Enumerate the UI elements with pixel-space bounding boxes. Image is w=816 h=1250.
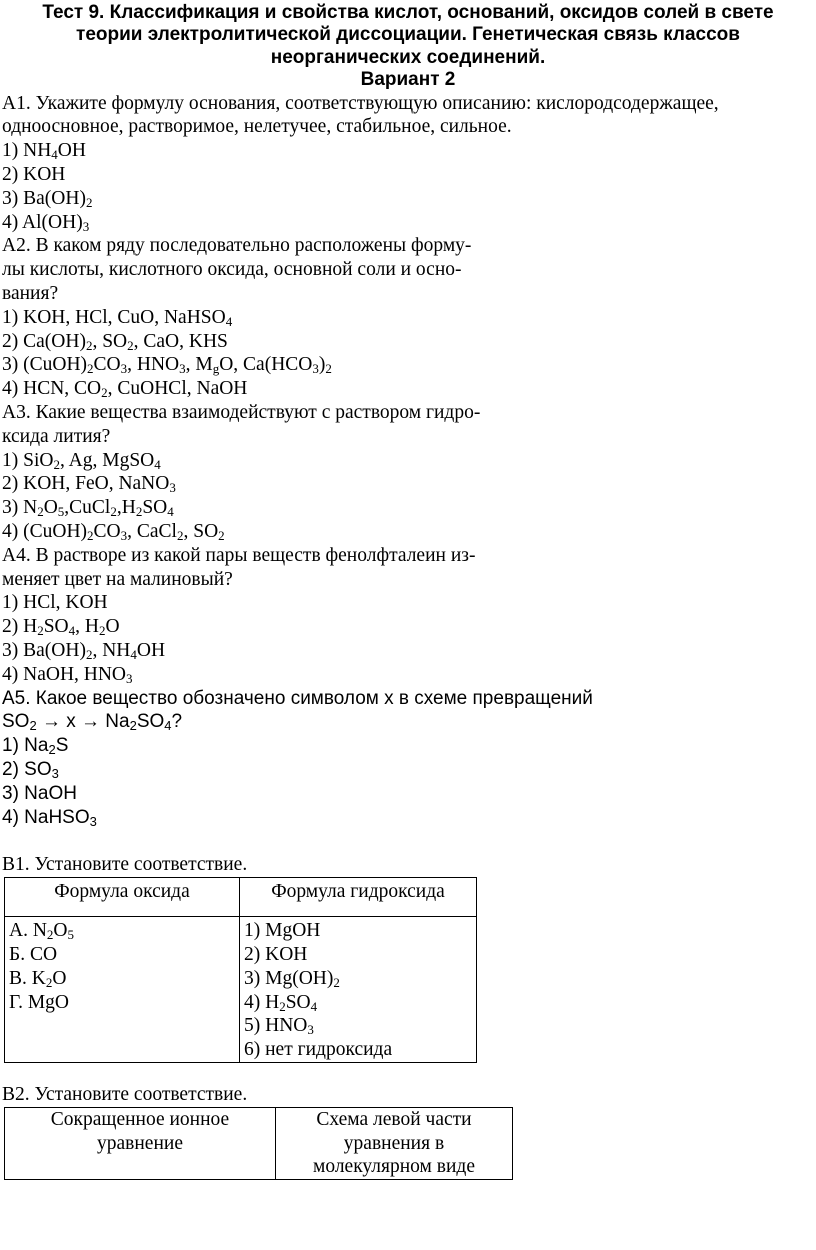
list-item: 2) KOH (244, 943, 308, 965)
answer-option: 1) $NH_4OH$ (2, 140, 86, 163)
column-header: Схема левой части уравнения в молекулярном виде (276, 1107, 513, 1179)
answer-option: 2) $H_2SO_4$, $H_2O$ (2, 616, 120, 639)
variant-title: Вариант 2 (360, 69, 456, 91)
question-text: одноосновное, растворимое, нелетучее, стабильное, сильное. (2, 116, 512, 138)
transformation-scheme: $SO_2 \to x \to Na_2SO_4$? (2, 711, 183, 734)
question-text: лы кислоты, кислотного оксида, основной соли и осно- (2, 259, 462, 281)
question-text: А3. Какие вещества взаимодействуют с раствором гидро- (2, 401, 481, 423)
answer-option: 1) SiO$_2$, Ag, MgSO$_4$ (2, 449, 161, 472)
question-a5 (2, 687, 816, 830)
answer-option: 4) NaHSO$_3$ (2, 806, 97, 829)
answer-option: 2) KOH, FeO, NaNO$_3$ (2, 473, 176, 496)
answer-option: 3) $Ba(OH)_2$, $NH_4OH$ (2, 639, 166, 662)
question-text: А4. В растворе из какой пары веществ фенолфталеин из- (2, 544, 476, 566)
list-item: Б. CO (9, 943, 58, 965)
list-item: 5) $HNO_3$ (244, 1015, 314, 1038)
question-a3 (2, 401, 816, 544)
test-header (0, 0, 816, 92)
list-item: В. $K_2O$ (9, 967, 67, 990)
answer-option: 3) $Ba(OH)_2$ (2, 187, 93, 210)
column-header: Сокращенное ионное уравнение (5, 1107, 276, 1179)
matching-table-b2 (4, 1107, 513, 1180)
question-text: А2. В каком ряду последовательно расположены форму- (2, 235, 472, 257)
question-a2 (2, 234, 816, 401)
list-item: 3) $Mg(OH)_2$ (244, 967, 340, 990)
question-text: ксида лития? (2, 425, 111, 447)
question-text: вания? (2, 283, 59, 304)
list-item: Г. MgO (9, 991, 69, 1013)
answer-option: 2) $SO_3$ (2, 758, 59, 781)
question-text: меняет цвет на малиновый? (2, 568, 233, 590)
answer-option: 1) KOH, HCl, CuO, NaHSO$_4$ (2, 306, 233, 329)
answer-option: 3) $(CuOH)_2CO_3$, $HNO_3$, $M_gO$, $Ca(HCO_3)_2$ (2, 354, 332, 377)
answer-option: 4) NaOH, $HNO_3$ (2, 663, 133, 686)
answer-option: 4) $Al(OH)_3$ (2, 211, 90, 234)
answer-option: 4) $(CuOH)_2CO_3$, CaCl$_2$, $SO_2$ (2, 520, 225, 543)
column-header: Формула гидроксида (240, 878, 477, 917)
question-b2 (2, 1083, 816, 1180)
answer-option: 4) HCN, $CO_2$, CuOHCl, NaOH (2, 378, 248, 401)
answer-option: 2) $Ca(OH)_2$, $SO_2$, CaO, KHS (2, 330, 228, 353)
answer-option: 1) $Na_2S$ (2, 735, 69, 758)
answer-option: 3) $N_2O_5,CuCl_2,H_2SO_4$ (2, 497, 174, 520)
question-b1 (2, 853, 816, 1063)
document-body (0, 92, 816, 1180)
answer-option: 2) KOH (2, 164, 66, 186)
list-item: 1) MgOH (244, 920, 321, 942)
question-text: В1. Установите соответствие. (2, 854, 248, 876)
answer-option: 3) NaOH (2, 782, 77, 804)
answer-option: 1) HCl, KOH (2, 592, 108, 614)
question-a4 (2, 544, 816, 687)
list-item: 6) нет гидроксида (244, 1039, 393, 1061)
title-line-3: неорганических соединений. (270, 46, 546, 68)
hydroxide-list (240, 917, 477, 1063)
list-item: 4) $H_2SO_4$ (244, 991, 318, 1014)
question-a1 (2, 92, 816, 235)
column-header: Формула оксида (5, 878, 240, 917)
title-line-1: Тест 9. Классификация и свойства кислот, оснований, оксидов солей в свете (42, 2, 774, 23)
matching-table-b1 (4, 877, 477, 1063)
question-text: В2. Установите соответствие. (2, 1083, 248, 1105)
oxide-list (5, 917, 240, 1063)
title-line-2: теории электролитической диссоциации. Генетическая связь классов (76, 24, 740, 46)
question-text: А5. Какое вещество обозначено символом x в схеме превращений (2, 687, 593, 709)
question-text: А1. Укажите формулу основания, соответствующую описанию: кислородсодержащее, (2, 92, 719, 114)
list-item: А. $N_2O_5$ (9, 920, 75, 943)
